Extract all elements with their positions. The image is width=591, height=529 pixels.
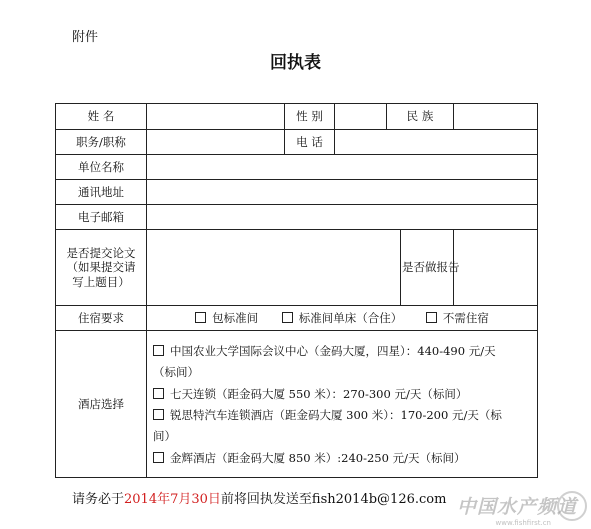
- paper-label-line-3: 写上题目）: [72, 274, 130, 289]
- watermark-logo: 中国水产频道: [456, 496, 577, 518]
- organization-label: 单位名称: [56, 155, 147, 180]
- hotel-option-cau[interactable]: 中国农业大学国际会议中心（金码大厦，四星）：440-490 元/天 （标间）: [153, 344, 496, 380]
- address-label: 通讯地址: [56, 180, 147, 205]
- gender-label: 性 别: [285, 104, 335, 130]
- hotel-label: 酒店选择: [56, 331, 147, 478]
- submission-deadline: 2014年7月30日: [124, 492, 221, 507]
- accommodation-option-shared[interactable]: 标准间单床（合住）: [282, 311, 403, 325]
- phone-label: 电 话: [285, 130, 335, 155]
- watermark-url: www.fishfirst.cn: [495, 519, 551, 527]
- checkbox[interactable]: [153, 345, 164, 356]
- checkbox[interactable]: [153, 388, 164, 399]
- report-field[interactable]: [454, 230, 538, 306]
- gender-field[interactable]: [335, 104, 387, 130]
- checkbox[interactable]: [426, 312, 437, 323]
- page-title: 回执表: [270, 53, 321, 73]
- paper-label: [56, 230, 147, 306]
- accommodation-label: 住宿要求: [56, 306, 147, 331]
- name-field[interactable]: [147, 104, 285, 130]
- position-label: 职务/职称: [56, 130, 147, 155]
- email-field[interactable]: [147, 205, 538, 230]
- report-label: 是否做报告: [401, 230, 454, 306]
- name-label: 姓 名: [56, 104, 147, 130]
- address-field[interactable]: [147, 180, 538, 205]
- checkbox[interactable]: [282, 312, 293, 323]
- accommodation-options: [147, 306, 538, 331]
- hotel-option-7days[interactable]: 七天连锁（距金码大厦 550 米）：270-300 元/天（标间）: [153, 384, 531, 405]
- accommodation-option-none[interactable]: 不需住宿: [426, 311, 489, 325]
- checkbox[interactable]: [153, 409, 164, 420]
- submission-prefix: 请务必于: [72, 492, 125, 507]
- hotel-option-jinhui[interactable]: 金辉酒店（距金码大厦 850 米）:240-250 元/天（标间）: [153, 448, 531, 469]
- paper-title-field[interactable]: [147, 230, 401, 306]
- checkbox[interactable]: [153, 452, 164, 463]
- ethnicity-label: 民 族: [387, 104, 454, 130]
- attachment-label: 附件: [72, 30, 99, 45]
- submission-note: [72, 488, 446, 507]
- paper-label-line-2: （如果提交请: [66, 260, 136, 275]
- organization-field[interactable]: [147, 155, 538, 180]
- reply-form-table: [55, 103, 538, 478]
- checkbox[interactable]: [195, 312, 206, 323]
- hotel-options: [147, 331, 538, 478]
- paper-label-line-1: 是否提交论文: [66, 245, 136, 260]
- phone-field[interactable]: [335, 130, 538, 155]
- ethnicity-field[interactable]: [454, 104, 538, 130]
- accommodation-option-standard[interactable]: 包标准间: [195, 311, 258, 325]
- position-field[interactable]: [147, 130, 285, 155]
- hotel-option-ruisite[interactable]: 锐思特汽车连锁酒店（距金码大厦 300 米）：170-200 元/天（标 间）: [153, 408, 502, 444]
- email-label: 电子邮箱: [56, 205, 147, 230]
- submission-suffix: 前将回执发送至fish2014b@126.com: [220, 492, 447, 507]
